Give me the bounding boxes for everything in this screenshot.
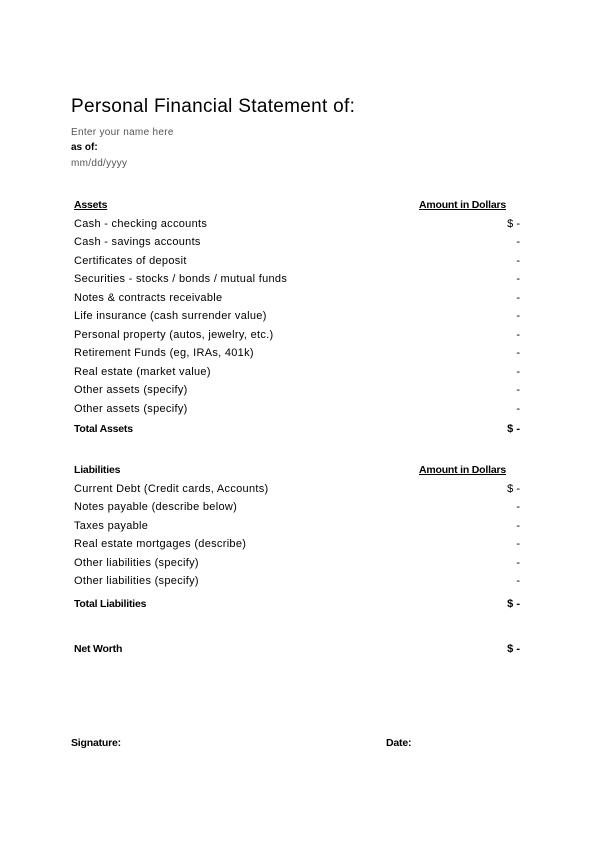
asset-row: [74, 382, 520, 401]
liabilities-section: [74, 462, 520, 614]
asset-value[interactable]: -: [516, 273, 520, 285]
asset-value[interactable]: -: [516, 291, 520, 304]
asset-value[interactable]: -: [516, 365, 520, 378]
asset-row: [74, 216, 520, 235]
liability-value[interactable]: -: [516, 575, 520, 587]
total-liabilities-label: Total Liabilities: [74, 597, 147, 610]
asset-label: Retirement Funds (eg, IRAs, 401k): [74, 347, 254, 359]
liability-label: Real estate mortgages (describe): [74, 538, 247, 550]
total-assets-row: [74, 421, 520, 440]
asset-row: [74, 401, 520, 420]
liabilities-heading: Liabilities: [74, 464, 121, 476]
asset-value[interactable]: -: [516, 402, 520, 415]
liabilities-header-row: [74, 462, 520, 481]
asset-label: Real estate (market value): [74, 365, 211, 378]
net-worth-row: [74, 641, 520, 660]
asset-label: Notes & contracts receivable: [74, 291, 223, 304]
assets-amount-heading: Amount in Dollars: [418, 199, 506, 211]
liability-row: [74, 481, 520, 500]
liability-row: [74, 536, 520, 555]
asset-value[interactable]: $ -: [507, 217, 520, 230]
liability-label: Other liabilities (specify): [74, 556, 199, 569]
asset-value[interactable]: -: [516, 384, 520, 396]
liability-row: [74, 499, 520, 518]
date-placeholder[interactable]: mm/dd/yyyy: [71, 158, 128, 169]
asset-row: [74, 327, 520, 346]
page-title: Personal Financial Statement of:: [71, 96, 356, 117]
asset-label: Certificates of deposit: [74, 254, 187, 267]
asset-label: Cash - checking accounts: [74, 217, 208, 230]
total-assets-value: $ -: [507, 423, 520, 435]
assets-heading: Assets: [74, 199, 108, 211]
as-of-label: as of:: [71, 142, 98, 153]
asset-label: Securities - stocks / bonds / mutual funds: [74, 273, 288, 285]
asset-value[interactable]: -: [516, 310, 520, 322]
asset-label: Personal property (autos, jewelry, etc.): [74, 328, 274, 341]
asset-row: [74, 308, 520, 327]
asset-row: [74, 364, 520, 383]
total-liabilities-value: $ -: [507, 597, 520, 610]
name-placeholder[interactable]: Enter your name here: [71, 127, 174, 138]
liability-value[interactable]: -: [516, 556, 520, 569]
assets-section: [74, 197, 520, 440]
asset-row: [74, 345, 520, 364]
liability-row: [74, 555, 520, 574]
liability-value[interactable]: -: [516, 519, 520, 532]
asset-row: [74, 271, 520, 290]
asset-value[interactable]: -: [516, 347, 520, 359]
liability-label: Taxes payable: [74, 519, 149, 532]
liability-row: [74, 518, 520, 537]
liability-row: [74, 573, 520, 592]
liability-value[interactable]: $ -: [507, 482, 520, 495]
net-worth-label: Net Worth: [74, 643, 123, 655]
assets-header-row: [74, 197, 520, 216]
liability-value[interactable]: -: [516, 538, 520, 550]
liability-label: Current Debt (Credit cards, Accounts): [74, 482, 269, 495]
asset-row: [74, 253, 520, 272]
signature-label[interactable]: Signature:: [71, 737, 121, 749]
asset-label: Other assets (specify): [74, 402, 188, 415]
asset-row: [74, 290, 520, 309]
total-liabilities-row: [74, 596, 520, 615]
liability-label: Other liabilities (specify): [74, 575, 199, 587]
asset-row: [74, 234, 520, 253]
net-worth-section: [74, 641, 520, 660]
asset-value[interactable]: -: [516, 254, 520, 267]
liabilities-amount-heading: Amount in Dollars: [418, 464, 506, 476]
date-label[interactable]: Date:: [386, 737, 412, 749]
asset-value[interactable]: -: [516, 328, 520, 341]
asset-label: Other assets (specify): [74, 384, 188, 396]
asset-value[interactable]: -: [516, 236, 520, 248]
asset-label: Cash - savings accounts: [74, 236, 201, 248]
asset-label: Life insurance (cash surrender value): [74, 310, 267, 322]
net-worth-value: $ -: [507, 643, 520, 655]
liability-label: Notes payable (describe below): [74, 501, 238, 513]
total-assets-label: Total Assets: [74, 423, 133, 435]
liability-value[interactable]: -: [516, 501, 520, 513]
